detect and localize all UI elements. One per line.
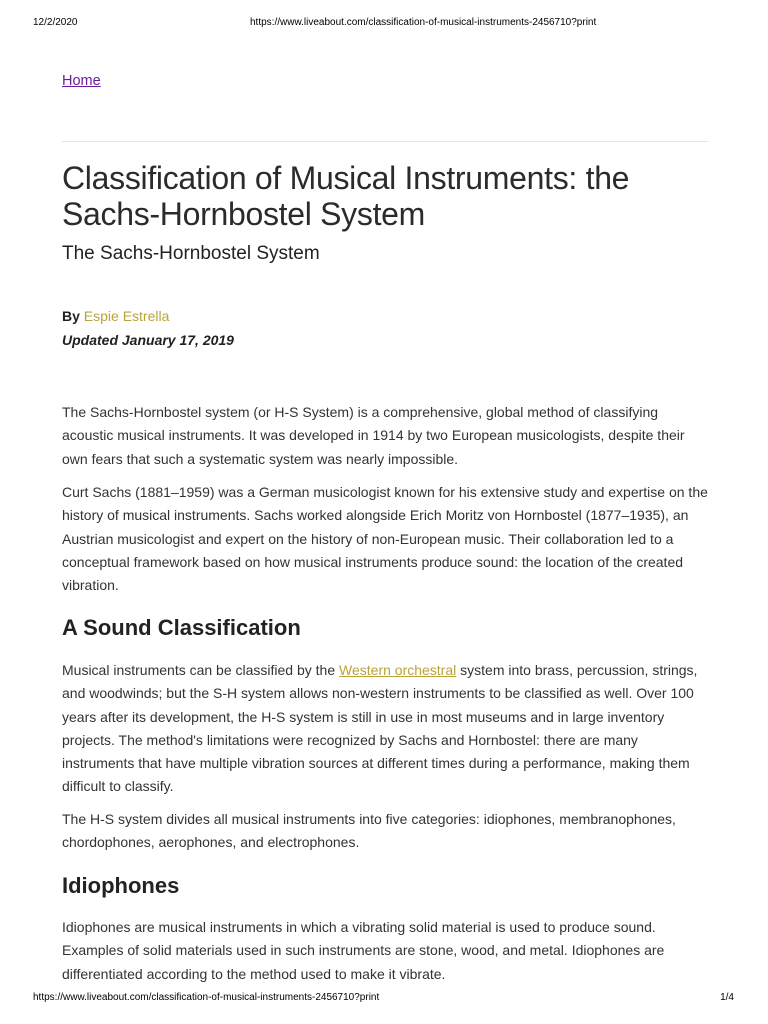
header-divider (62, 141, 708, 142)
author-link[interactable]: Espie Estrella (83, 308, 170, 324)
paragraph-history: Curt Sachs (1881–1959) was a German musicologist known for his extensive study and expertise on the history of musical instruments. Sachs worked alongside Erich Moritz von Hornbostel (1877–1935), an Austrian musicologist and expert on the history of non-European music. Their collaboration led to a conceptual framework based on how musical instruments produce sound: the location of the created vibration. (62, 484, 708, 594)
paragraph-categories: The H-S system divides all musical instruments into five categories: idiophones, membranophones, chordophones, aerophones, and electrophones. (62, 811, 676, 851)
paragraph-intro: The Sachs-Hornbostel system (or H-S System) is a comprehensive, global method of classifying acoustic musical instruments. It was developed in 1914 by two European musicologists, despite their own fears that such a systematic system was nearly impossible. (62, 404, 685, 467)
p3-text-after: system into brass, percussion, strings, and woodwinds; but the S-H system allows non-western instruments to be classified as well. Over 100 years after its development, the H-S system is still in use in most museums and in large inventory projects. The method's limitations were recognized by Sachs and Hornbostel: there are many instruments that have multiple vibration sources at different times during a performance, making them difficult to classify. (62, 662, 698, 795)
print-date: 12/2/2020 (33, 17, 78, 28)
paragraph-classification (62, 659, 708, 799)
section-heading-idiophones: Idiophones (62, 873, 180, 898)
section-heading-sound: A Sound Classification (62, 615, 301, 640)
article-title: Classification of Musical Instruments: the Sachs-Hornbostel System (62, 160, 630, 232)
paragraph-idiophones: Idiophones are musical instruments in which a vibrating solid material is used to produce sound. Examples of solid materials used in such instruments are stone, wood, and metal. Idiophones are differentiated according to the method used to make it vibrate. (62, 919, 665, 982)
page-number: 1/4 (720, 992, 734, 1003)
western-orchestral-link[interactable]: Western orchestral (339, 662, 457, 678)
byline (62, 308, 169, 324)
updated-date: Updated January 17, 2019 (62, 332, 234, 348)
print-url: https://www.liveabout.com/classification-of-musical-instruments-2456710?print (250, 17, 597, 28)
by-label: By (62, 308, 80, 324)
article-subtitle: The Sachs-Hornbostel System (62, 243, 320, 264)
footer-url: https://www.liveabout.com/classification-of-musical-instruments-2456710?print (33, 992, 380, 1003)
home-link[interactable]: Home (62, 73, 101, 89)
p3-text-before: Musical instruments can be classified by the (62, 662, 340, 678)
